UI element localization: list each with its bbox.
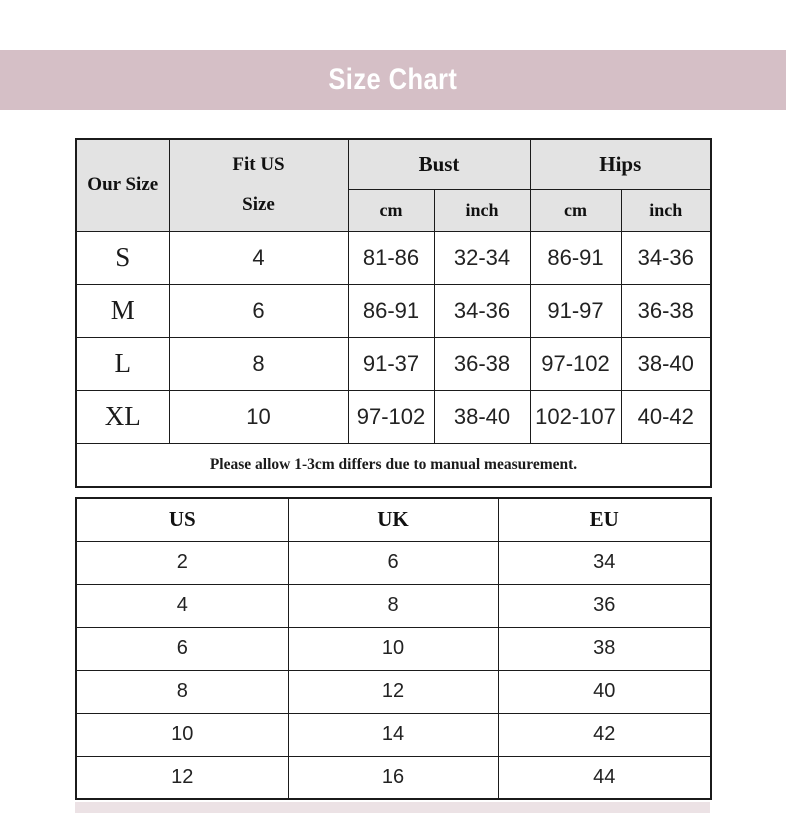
size-conversion-table [75,497,712,800]
cell-fit-us: 6 [169,284,348,337]
cell-hips-cm: 91-97 [530,284,621,337]
cell-fit-us: 8 [169,337,348,390]
conversion-header-row [76,498,711,541]
header-bust-cm: cm [348,189,434,231]
header-our-size: Our Size [76,139,169,231]
conversion-row [76,627,711,670]
cell-eu: 36 [498,584,711,627]
cell-hips-inch: 34-36 [621,231,711,284]
cell-eu: 34 [498,541,711,584]
header-fit-us-line2: Size [242,194,275,216]
header-hips-inch: inch [621,189,711,231]
conversion-row [76,670,711,713]
cell-bust-cm: 81-86 [348,231,434,284]
cell-eu: 44 [498,756,711,799]
cell-hips-inch: 36-38 [621,284,711,337]
header-us: US [76,498,288,541]
cell-bust-inch: 32-34 [434,231,530,284]
cell-us: 6 [76,627,288,670]
cell-eu: 40 [498,670,711,713]
cell-hips-cm: 86-91 [530,231,621,284]
cell-us: 12 [76,756,288,799]
cell-us: 10 [76,713,288,756]
conversion-row [76,584,711,627]
header-bust-inch: inch [434,189,530,231]
cell-bust-inch: 36-38 [434,337,530,390]
cell-hips-inch: 40-42 [621,390,711,443]
cell-bust-cm: 91-37 [348,337,434,390]
header-eu: EU [498,498,711,541]
header-fit-us-line1: Fit US [232,154,285,176]
cell-size: S [76,231,169,284]
size-row-m [76,284,711,337]
cell-eu: 38 [498,627,711,670]
size-measurement-table [75,138,712,488]
size-row-l [76,337,711,390]
header-hips-cm: cm [530,189,621,231]
header-uk: UK [288,498,498,541]
header-bust: Bust [348,139,530,189]
measurement-note: Please allow 1-3cm differs due to manual measurement. [76,443,711,487]
cell-size: L [76,337,169,390]
cell-us: 4 [76,584,288,627]
conversion-row [76,541,711,584]
size-row-xl [76,390,711,443]
size-row-s [76,231,711,284]
header-hips: Hips [530,139,711,189]
cell-size: XL [76,390,169,443]
header-fit-us-size [169,139,348,231]
cell-bust-inch: 34-36 [434,284,530,337]
cell-us: 2 [76,541,288,584]
cell-bust-cm: 86-91 [348,284,434,337]
cell-eu: 42 [498,713,711,756]
cell-fit-us: 10 [169,390,348,443]
cell-hips-inch: 38-40 [621,337,711,390]
conversion-row [76,713,711,756]
cell-hips-cm: 102-107 [530,390,621,443]
note-row [76,443,711,487]
cell-uk: 16 [288,756,498,799]
cell-size: M [76,284,169,337]
cell-fit-us: 4 [169,231,348,284]
cell-uk: 10 [288,627,498,670]
cell-bust-inch: 38-40 [434,390,530,443]
page-title: Size Chart [328,63,458,96]
cell-uk: 8 [288,584,498,627]
cell-us: 8 [76,670,288,713]
size-chart-banner [0,50,786,110]
cell-uk: 6 [288,541,498,584]
cell-uk: 12 [288,670,498,713]
conversion-row [76,756,711,799]
cell-hips-cm: 97-102 [530,337,621,390]
cell-uk: 14 [288,713,498,756]
cell-bust-cm: 97-102 [348,390,434,443]
footer-accent-bar [75,802,710,813]
